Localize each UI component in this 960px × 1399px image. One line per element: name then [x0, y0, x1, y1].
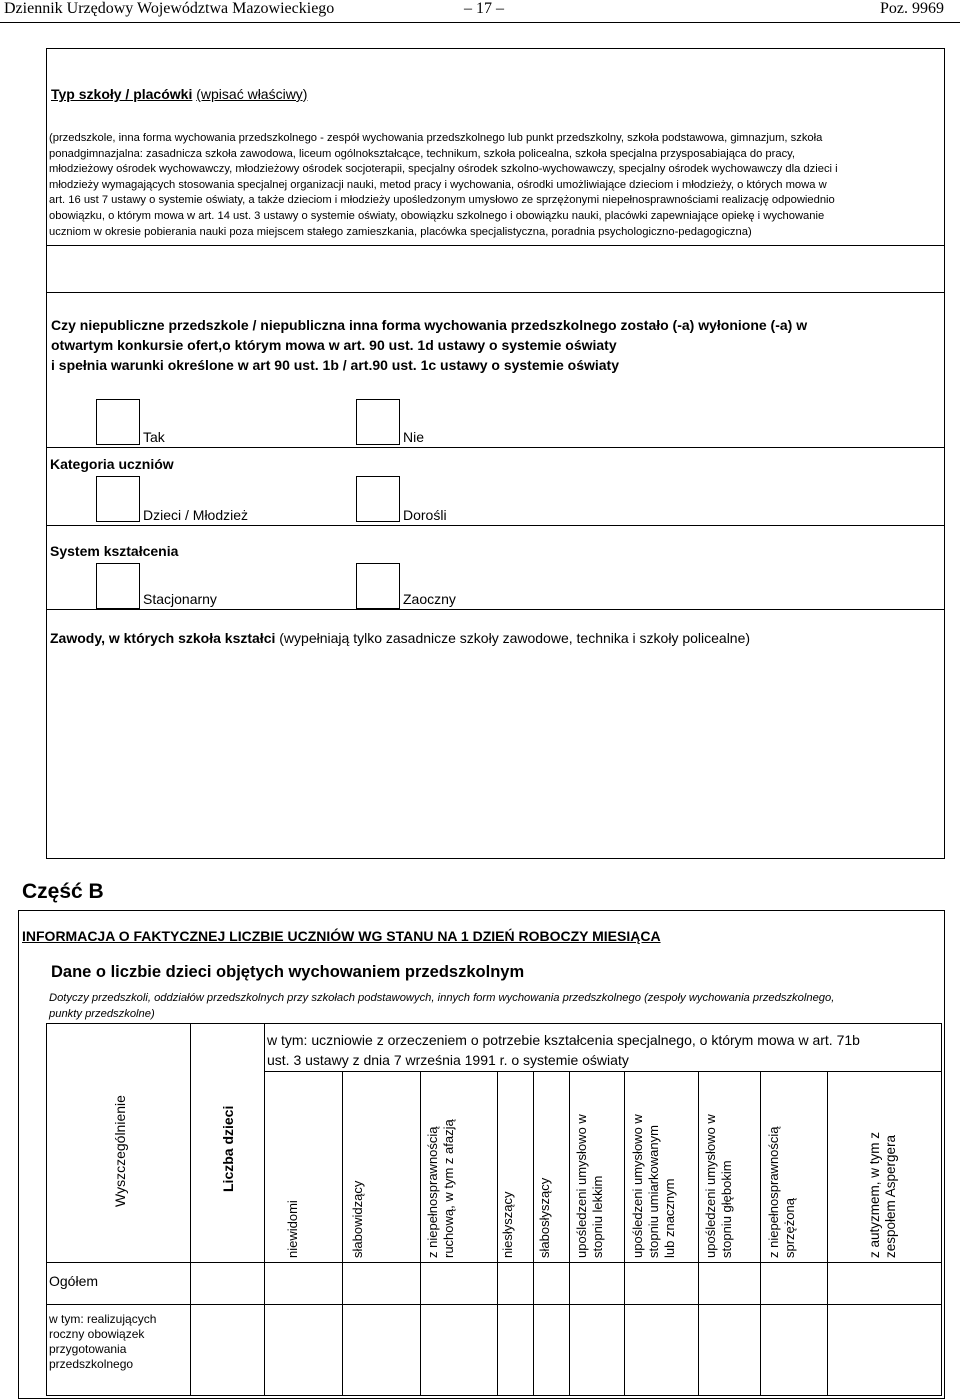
- table-line: [497, 1071, 498, 1396]
- label-stationary: Stacjonarny: [143, 591, 217, 607]
- part-b-title: Część B: [22, 880, 104, 903]
- checkbox-extramural[interactable]: [356, 563, 400, 609]
- school-type-list: [49, 131, 944, 240]
- checkbox-stationary[interactable]: [96, 563, 140, 609]
- col-header-line: niewidomi: [285, 1200, 300, 1258]
- col-header-low-vision: [350, 1181, 366, 1258]
- school-type-line: młodzieżowy ośrodek wychowawczy, młodzieżowy ośrodek socjoterapii, specjalny ośrodek szkolno-wychowawczy, specjalny ośrodek wychowawczy dla dzieci i: [49, 163, 838, 176]
- school-type-line: uczniom w okresie pobierania nauki poza miejscem stałego zamieszkania, placówka specjalistyczna, poradnia psychologiczno-pedagogiczna): [49, 225, 752, 238]
- checkbox-children-youth[interactable]: [96, 476, 140, 522]
- col-header-line: słabosłyszący: [537, 1177, 552, 1258]
- table-group-header: [267, 1030, 939, 1070]
- label-children-youth: Dzieci / Młodzież: [143, 507, 249, 523]
- col-header-line: upośledzeni umysłowo w: [630, 1114, 645, 1258]
- col-header-line: niesłyszący: [500, 1191, 515, 1258]
- position-number: Poz. 9969: [880, 0, 944, 17]
- col-header-line: z autyzmem, w tym z: [867, 1131, 882, 1258]
- table-line: [624, 1071, 625, 1396]
- col-header-line: lub znacznym: [662, 1178, 677, 1258]
- col-header-motor: [425, 1119, 457, 1258]
- row-label-total: Ogółem: [49, 1273, 99, 1289]
- school-type-hint: (wpisać właściwy): [196, 86, 308, 102]
- school-type-input[interactable]: [47, 246, 944, 292]
- col-header-count: Liczba dzieci: [220, 1105, 236, 1192]
- col-header-line: słabowidzący: [350, 1180, 365, 1258]
- header-rule: [0, 22, 960, 23]
- col-header-mild-disability: [574, 1114, 606, 1258]
- row-label-annual-preschool: [49, 1312, 156, 1372]
- school-type-line: obowiązku, o którym mowa w art. 14 ust. 3 ustawy o systemie oświaty, obowiązku szkolnego i obowiązku nauki, placówki zapewniające opiekę i wychowanie: [49, 209, 825, 222]
- col-header-line: z niepełnosprawnością: [766, 1126, 781, 1258]
- row-label-line: roczny obowiązek: [49, 1327, 145, 1341]
- row-label-line: przygotowania: [49, 1342, 127, 1356]
- school-type-line: art. 16 ust 7 ustawy o systemie oświaty, a także dzieciom i młodzieży upośledzonym umysłowo ze sprzężonymi niepełnosprawnościami realizację odpowiednio: [49, 194, 835, 207]
- col-header-line: stopniu lekkim: [590, 1175, 605, 1258]
- student-category-title: Kategoria uczniów: [50, 456, 174, 472]
- col-header-line: zespołem Aspergera: [883, 1134, 898, 1258]
- competition-line: otwartym konkursie ofert,o którym mowa w art. 90 ust. 1d ustawy o systemie oświaty: [51, 337, 617, 353]
- label-adults: Dorośli: [403, 507, 447, 523]
- note-line: punkty przedszkolne): [49, 1007, 155, 1020]
- col-header-line: sprzężoną: [782, 1198, 797, 1258]
- table-line: [264, 1071, 942, 1072]
- education-system-title: System kształcenia: [50, 543, 179, 559]
- school-type-line: ponadgimnazjalna: zasadnicza szkoła zawodowa, liceum ogólnokształcące, technikum, szkoła policealna, szkoła specjalna przysposabiająca do pracy,: [49, 147, 796, 160]
- section-title: Dane o liczbie dzieci objętych wychowaniem przedszkolnym: [51, 963, 525, 981]
- checkbox-adults[interactable]: [356, 476, 400, 522]
- school-type-line: młodzieży wymagających stosowania specjalnej organizacji nauki, metod pracy i wychowania, ośrodki umożliwiające dzieciom i młodzieży, o których mowa w: [49, 178, 827, 191]
- group-header-line: ust. 3 ustawy z dnia 7 września 1991 r. o systemie oświaty: [267, 1052, 629, 1068]
- checkbox-no[interactable]: [356, 399, 400, 445]
- divider: [46, 609, 945, 610]
- col-header-spec: Wyszczególnienie: [112, 1095, 128, 1207]
- table-line: [569, 1071, 570, 1396]
- table-line: [342, 1071, 343, 1396]
- col-header-line: z niepełnosprawnością: [425, 1126, 440, 1258]
- col-header-line: stopniu głębokim: [719, 1160, 734, 1258]
- col-header-hard-of-hearing: [537, 1178, 553, 1258]
- table-line: [827, 1071, 828, 1396]
- col-header-deaf: [500, 1192, 516, 1258]
- table-line: [698, 1071, 699, 1396]
- competition-question: [51, 315, 941, 375]
- school-type-heading: [51, 86, 307, 102]
- section-note: [49, 991, 939, 1022]
- group-header-line: w tym: uczniowie z orzeczeniem o potrzebie kształcenia specjalnego, o którym mowa w art. 71b: [267, 1032, 860, 1048]
- table-line: [760, 1071, 761, 1396]
- row-label-line: w tym: realizujących: [49, 1312, 157, 1326]
- note-line: Dotyczy przedszkoli, oddziałów przedszkolnych przy szkołach podstawowych, innych form wychowania przedszkolnego (zespoły wychowania przedszkolnego,: [49, 992, 835, 1004]
- professions-heading: [50, 630, 750, 646]
- table-line: [190, 1023, 191, 1396]
- col-header-line: upośledzeni umysłowo w: [574, 1114, 589, 1258]
- part-b-subtitle: INFORMACJA O FAKTYCZNEJ LICZBIE UCZNIÓW WG STANU NA 1 DZIEŃ ROBOCZY MIESIĄCA: [22, 928, 661, 944]
- table-line: [420, 1071, 421, 1396]
- col-header-line: stopniu umiarkowanym: [646, 1125, 661, 1258]
- journal-title: Dziennik Urzędowy Województwa Mazowieckiego: [4, 0, 335, 17]
- label-no: Nie: [403, 429, 425, 445]
- col-header-profound-disability: [703, 1114, 735, 1258]
- row-label-line: przedszkolnego: [49, 1357, 134, 1371]
- col-header-moderate-disability: [630, 1114, 678, 1258]
- competition-line: Czy niepubliczne przedszkole / niepubliczna inna forma wychowania przedszkolnego zostało (-a) wyłonione (-a) w: [51, 317, 808, 333]
- label-extramural: Zaoczny: [403, 591, 456, 607]
- checkbox-yes[interactable]: [96, 399, 140, 445]
- table-line: [264, 1023, 265, 1396]
- data-table: [46, 1023, 942, 1396]
- col-header-line: ruchową, w tym z afazją: [441, 1119, 456, 1258]
- col-header-multiple-disability: [766, 1126, 798, 1258]
- table-line: [46, 1304, 942, 1305]
- divider: [46, 447, 945, 448]
- col-header-autism: [867, 1132, 899, 1258]
- col-header-blind: [285, 1200, 301, 1258]
- page-number: – 17 –: [464, 0, 504, 17]
- table-line: [533, 1071, 534, 1396]
- professions-hint: (wypełniają tylko zasadnicze szkoły zawodowe, technika i szkoły policealne): [279, 630, 751, 646]
- professions-input[interactable]: [47, 655, 944, 855]
- school-type-title: Typ szkoły / placówki: [51, 86, 193, 102]
- competition-line: i spełnia warunki określone w art 90 ust. 1b / art.90 ust. 1c ustawy o systemie oświaty: [51, 357, 619, 373]
- divider: [46, 525, 945, 526]
- school-type-line: (przedszkole, inna forma wychowania przedszkolnego - zespół wychowania przedszkolnego lub punkt przedszkolny, szkoła podstawowa, gimnazjum, szkoła: [49, 132, 823, 144]
- col-header-line: upośledzeni umysłowo w: [703, 1114, 718, 1258]
- divider: [46, 292, 945, 293]
- label-yes: Tak: [143, 429, 165, 445]
- table-line: [46, 1262, 942, 1263]
- professions-title: Zawody, w których szkoła kształci: [50, 630, 276, 646]
